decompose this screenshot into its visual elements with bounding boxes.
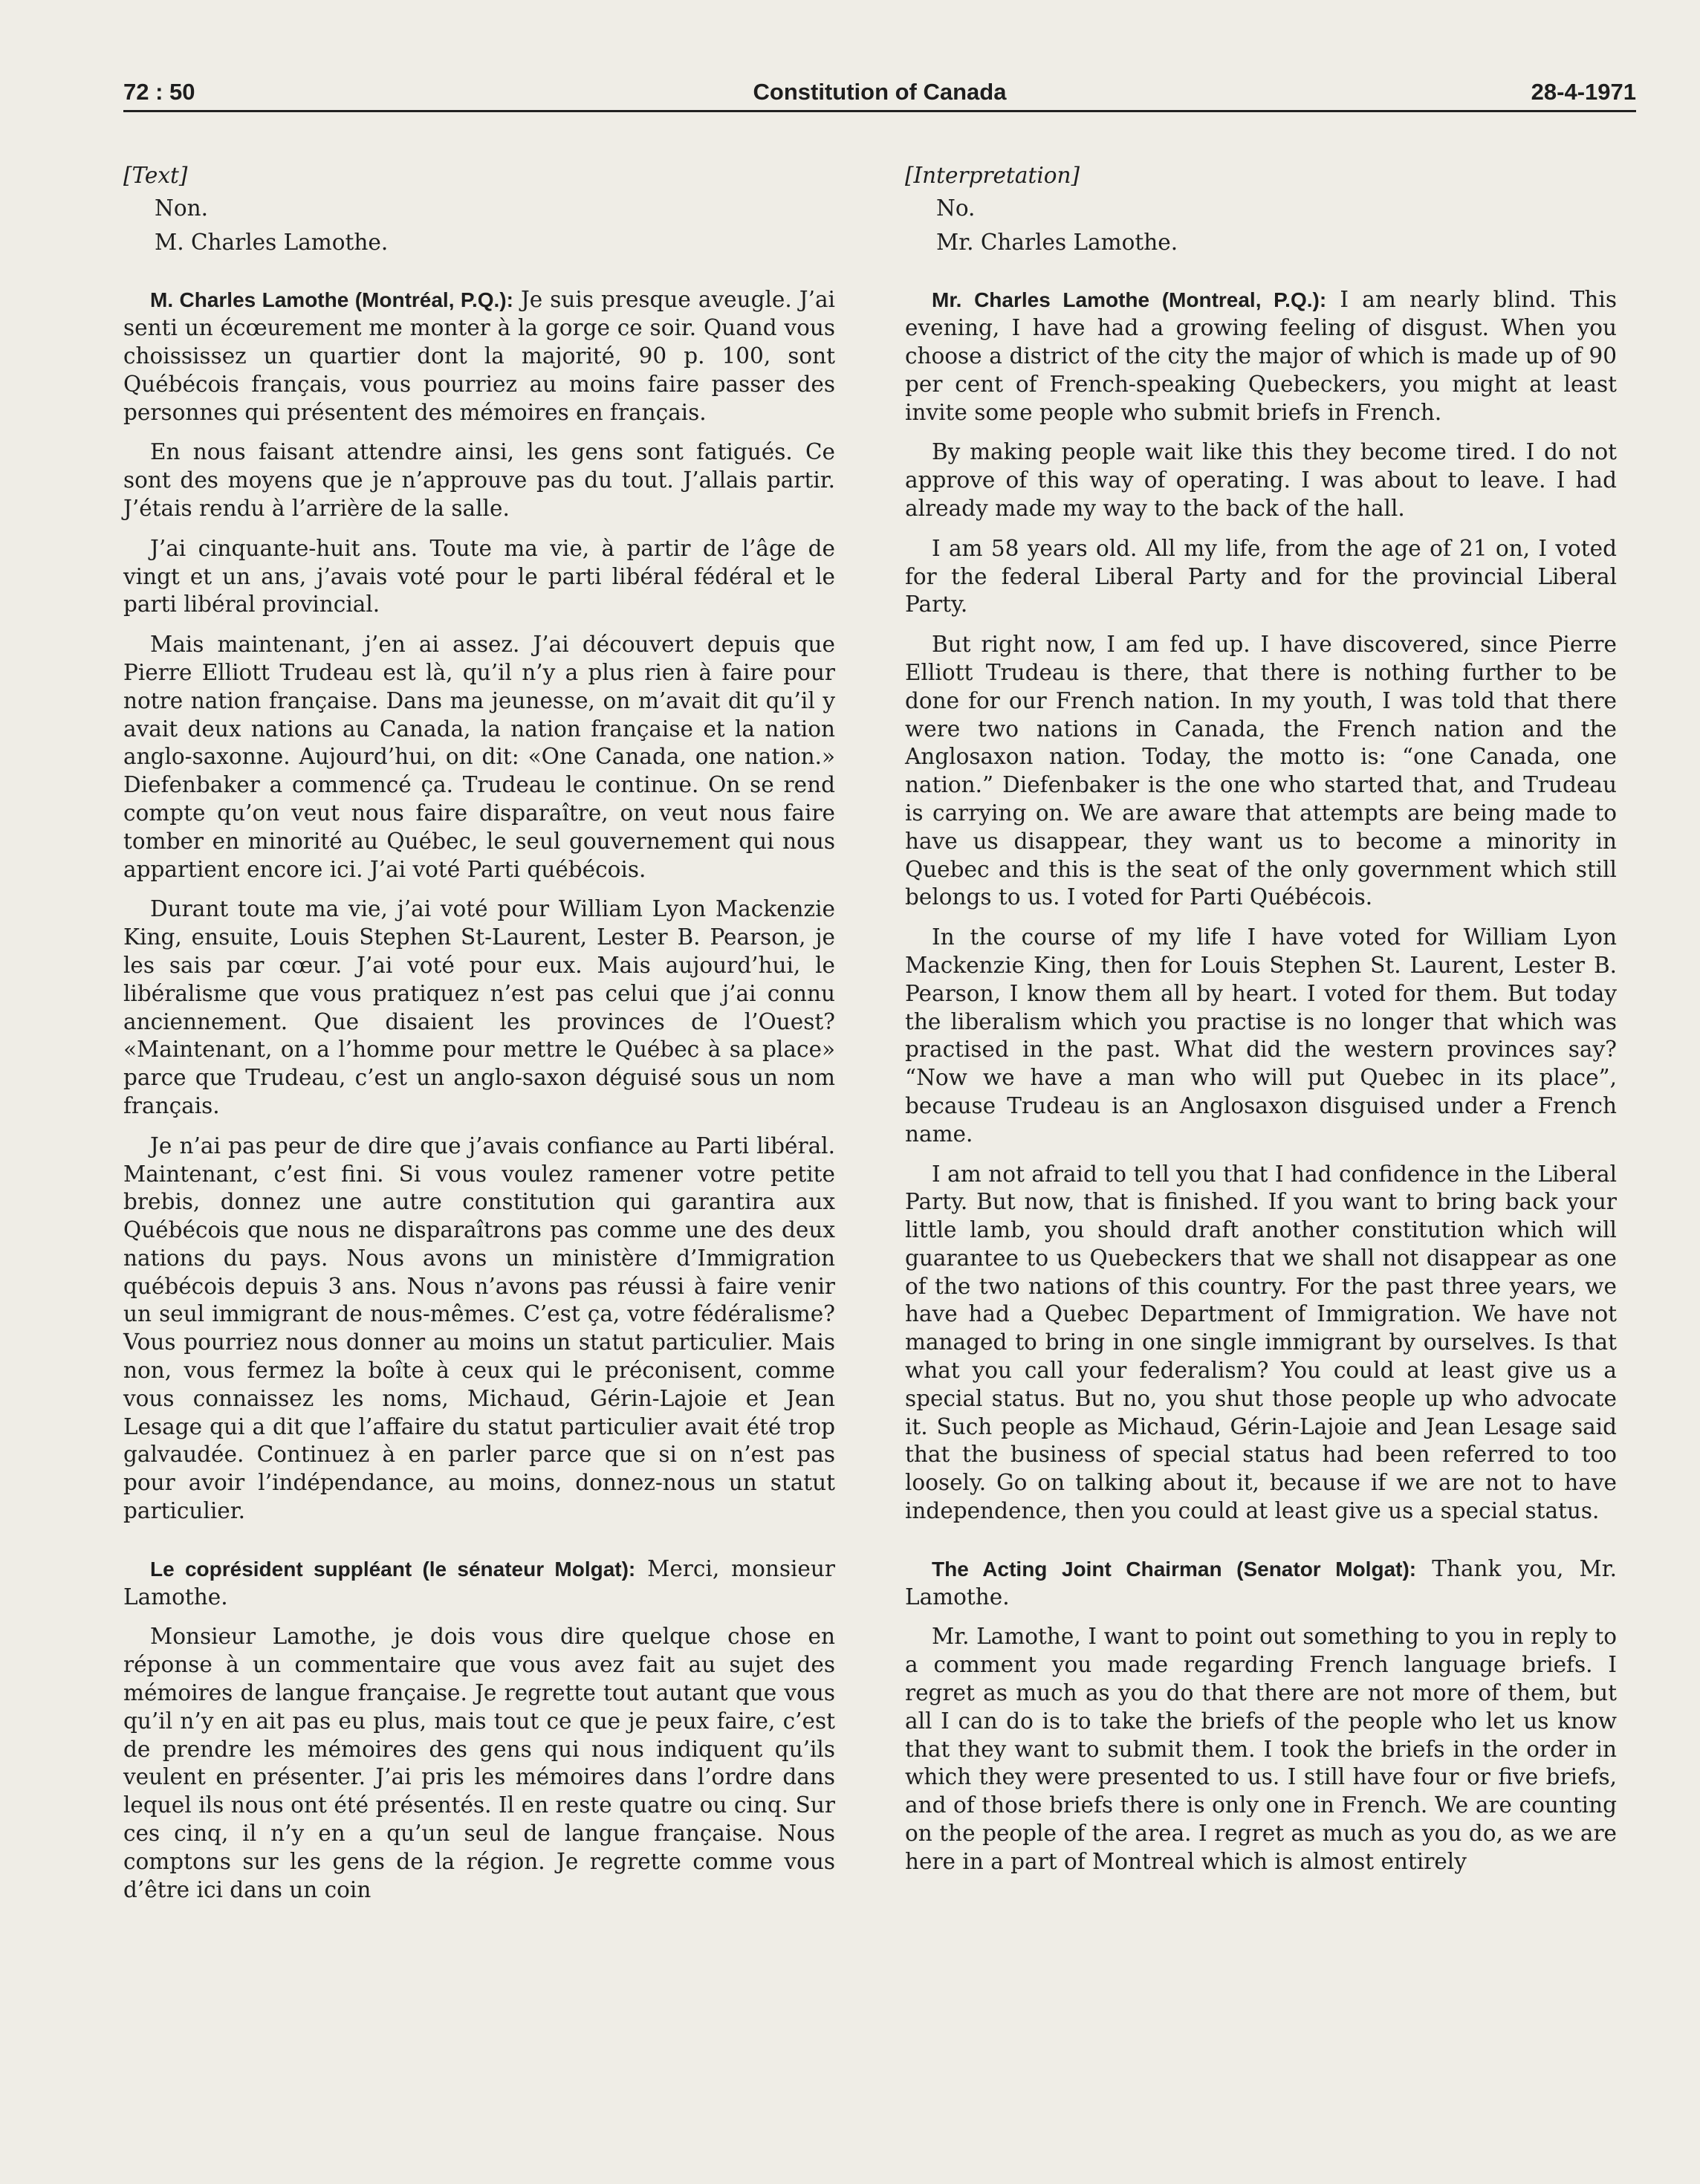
paragraph: Mr. Charles Lamothe (Montreal, P.Q.): I am nearly blind. This evening, I have had a growing feeling of disgust. When you choose a district of the city the major of which is made up of 90 per cent of French-speaking Quebeckers, you might at least invite some people who submit briefs in French. [905,287,1617,425]
answer-line: Non. [155,195,208,221]
speaker-name: Mr. Charles Lamothe (Montreal, P.Q.): [932,288,1327,312]
french-column [123,162,835,1916]
paragraph: The Acting Joint Chairman (Senator Molgat): Thank you, Mr. Lamothe. [905,1555,1617,1610]
speaker-call-line: M. Charles Lamothe. [155,229,389,255]
column-label: [Interpretation] [905,163,1080,188]
paragraph: I am not afraid to tell you that I had confidence in the Liberal Party. But now, that is finished. If you want to bring back your little lamb, you should draft another constitution which will guarantee to us Quebeckers that we shall not disappear as one of the two nations of this country. For the past three years, we have had a Quebec Department of Immigration. We have not managed to bring in one single immigrant by ourselves. Is that what you call your federalism? You could at least give us a special status. But no, you shut those people up who advocate it. Such people as Michaud, Gérin-Lajoie and Jean Lesage said that the business of special status had been referred to too loosely. Go on talking about it, because if we are not to have independence, then you could at least give us a special status. [905,1161,1617,1524]
paragraph: But right now, I am fed up. I have discovered, since Pierre Elliott Trudeau is there, that there is nothing further to be done for our French nation. In my youth, I was told that there were two nations in Canada, the French nation and the Anglosaxon nation. Today, the motto is: “one Canada, one nation.” Diefenbaker is the one who started that, and Trudeau is carrying on. We are aware that attempts are being made to have us disappear, they want us to become a minority in Quebec and this is the seat of the only government which still belongs to us. I voted for Parti Québécois. [905,632,1617,910]
page-header [123,76,1636,112]
speaker-name: M. Charles Lamothe (Montréal, P.Q.): [150,288,513,312]
paragraph: J’ai cinquante-huit ans. Toute ma vie, à partir de l’âge de vingt et un ans, j’avais voté pour le parti libéral fédéral et le parti libéral provincial. [123,535,835,618]
paragraph: M. Charles Lamothe (Montréal, P.Q.): Je suis presque aveugle. J’ai senti un écœurement me monter à la gorge ce soir. Quand vous choississez un quartier dont la majorité, 90 p. 100, sont Québécois français, vous pourriez au moins faire passer des personnes qui présentent des mémoires en français. [123,287,835,425]
paragraph: I am 58 years old. All my life, from the age of 21 on, I voted for the federal Liberal Party and for the provincial Liberal Party. [905,535,1617,618]
page-number: 72 : 50 [123,79,195,105]
column-label: [Text] [123,163,188,188]
speaker-name: The Acting Joint Chairman (Senator Molgat): [932,1557,1417,1581]
english-column [905,162,1617,1888]
page-date: 28-4-1971 [1531,79,1636,105]
paragraph: Mais maintenant, j’en ai assez. J’ai découvert depuis que Pierre Elliott Trudeau est là, qu’il n’y a plus rien à faire pour notre nation française. Dans ma jeunesse, on m’avait dit qu’il y avait deux nations au Canada, la nation française et la nation anglo-saxonne. Aujourd’hui, on dit: «One Canada, one nation.» Diefenbaker a commencé ça. Trudeau le continue. On se rend compte qu’on veut nous faire disparaître, on veut nous faire tomber en minorité au Québec, le seul gouvernement qui nous appartient encore ici. J’ai voté Parti québécois. [123,632,835,882]
answer-line: No. [936,195,976,221]
paragraph: Mr. Lamothe, I want to point out something to you in reply to a comment you made regarding French language briefs. I regret as much as you do that there are not more of them, but all I can do is to take the briefs of the people who let us know that they want to submit them. I took the briefs in the order in which they were presented to us. I still have four or five briefs, and of those briefs there is only one in French. We are counting on the people of the area. I regret as much as you do, as we are here in a part of Montreal which is almost entirely [905,1624,1617,1874]
paragraph: Monsieur Lamothe, je dois vous dire quelque chose en réponse à un commentaire que vous avez fait au sujet des mémoires de langue française. Je regrette tout autant que vous qu’il n’y en ait pas eu plus, mais tout ce que je peux faire, c’est de prendre les mémoires des gens qui nous indiquent qu’ils veulent en présenter. J’ai pris les mémoires dans l’ordre dans lequel ils nous ont été présentés. Il en reste quatre ou cinq. Sur ces cinq, il n’y en a qu’un seul de langue française. Nous comptons sur les gens de la région. Je regrette comme vous d’être ici dans un coin [123,1624,835,1902]
page-title: Constitution of Canada [753,79,1007,105]
paragraph: Le coprésident suppléant (le sénateur Molgat): Merci, monsieur Lamothe. [123,1555,835,1610]
paragraph: Je n’ai pas peur de dire que j’avais confiance au Parti libéral. Maintenant, c’est fini. Si vous voulez ramener votre petite brebis, donnez une autre constitution qui garantira aux Québécois que nous ne disparaîtrons pas comme une des deux nations du pays. Nous avons un ministère d’Immigration québécois depuis 3 ans. Nous n’avons pas réussi à faire venir un seul immigrant de nous-mêmes. C’est ça, votre fédéralisme? Vous pourriez nous donner au moins un statut particulier. Mais non, vous fermez la boîte à ceux qui le préconisent, comme vous connaissez les noms, Michaud, Gérin-Lajoie et Jean Lesage qui a dit que l’affaire du statut particulier avait été trop galvaudée. Continuez à en parler parce que si on n’est pas pour avoir l’indépendance, au moins, donnez-nous un statut particulier. [123,1132,835,1524]
paragraph: By making people wait like this they become tired. I do not approve of this way of operating. I was about to leave. I had already made my way to the back of the hall. [905,439,1617,521]
speaker-name: Le coprésident suppléant (le sénateur Molgat): [150,1557,636,1581]
paragraph: En nous faisant attendre ainsi, les gens sont fatigués. Ce sont des moyens que je n’approuve pas du tout. J’allais partir. J’étais rendu à l’arrière de la salle. [123,439,835,521]
paragraph: Durant toute ma vie, j’ai voté pour William Lyon Mackenzie King, ensuite, Louis Stephen St-Laurent, Lester B. Pearson, je les sais par cœur. J’ai voté pour eux. Mais aujourd’hui, le libéralisme que vous pratiquez n’est pas celui que j’ai connu anciennement. Que disaient les provinces de l’Ouest? «Maintenant, on a l’homme pour mettre le Québec à sa place» parce que Trudeau, c’est un anglo-saxon déguisé sous un nom français. [123,896,835,1118]
speaker-call-line: Mr. Charles Lamothe. [936,229,1178,255]
paragraph: In the course of my life I have voted for William Lyon Mackenzie King, then for Louis Stephen St. Laurent, Lester B. Pearson, I know them all by heart. I voted for them. But today the liberalism which you practise is no longer that which was practised in the past. What did the western provinces say? “Now we have a man who will put Quebec in its place”, because Trudeau is an Anglosaxon disguised under a French name. [905,924,1617,1147]
